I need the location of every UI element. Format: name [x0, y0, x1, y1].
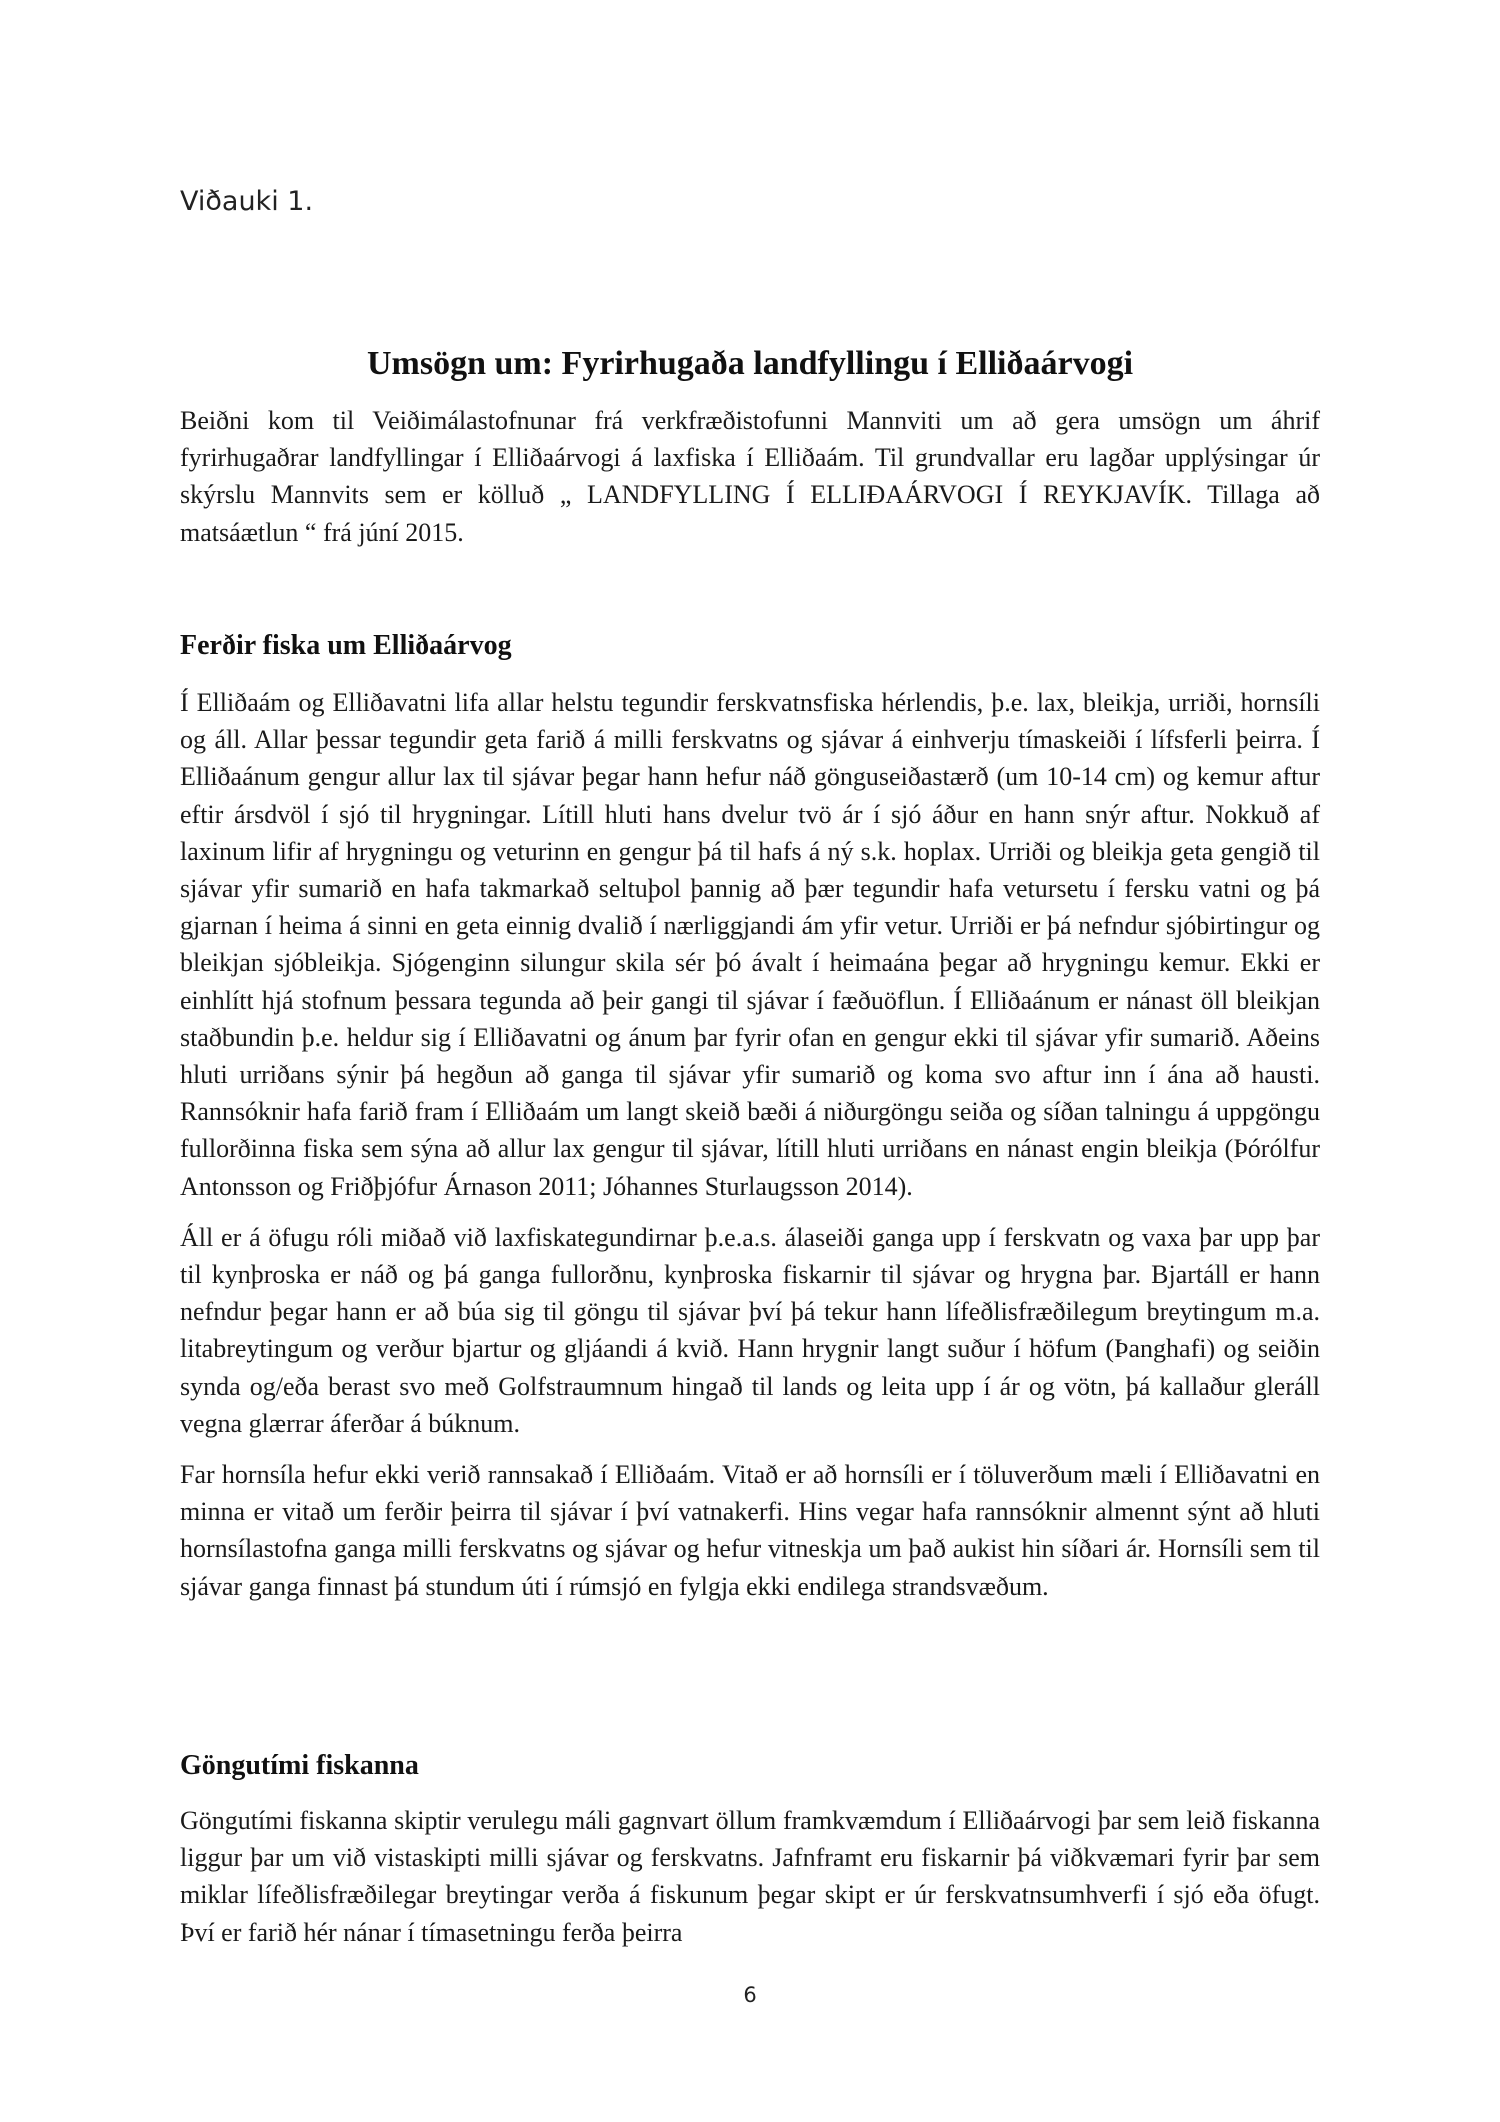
- section-heading-ferdir-fiska: Ferðir fiska um Elliðaárvog: [180, 630, 512, 661]
- section-gongutimi-body: [180, 1802, 1320, 1965]
- intro-paragraph: Beiðni kom til Veiðimálastofnunar frá verkfræðistofunni Mannviti um að gera umsögn um áhrif fyrirhugaðrar landfyllingar í Elliðaárvogi á laxfiska í Elliðaám. Til grundvallar eru lagðar upplýsingar úr skýrslu Mannvits sem er kölluð „ LANDFYLLING Í ELLIÐAÁRVOGI Í REYKJAVÍK. Tillaga að matsáætlun “ frá júní 2015.: [180, 406, 1320, 547]
- intro-section: [180, 402, 1320, 565]
- appendix-label: Viðauki 1.: [180, 186, 314, 217]
- paragraph: Göngutími fiskanna skiptir verulegu máli gagnvart öllum framkvæmdum í Elliðaárvogi þar sem leið fiskanna liggur þar um við vistaskipti milli sjávar og ferskvatns. Jafnframt eru fiskarnir þá viðkvæmari fyrir þar sem miklar lífeðlisfræðilegar breytingar verða á fiskunum þegar skipt er úr ferskvatnsumhverfi í sjó eða öfugt. Því er farið hér nánar í tímasetningu ferða þeirra: [180, 1806, 1320, 1947]
- section-ferdir-fiska-body: [180, 684, 1320, 1619]
- paragraph: Áll er á öfugu róli miðað við laxfiskategundirnar þ.e.a.s. álaseiði ganga upp í ferskvatn og vaxa þar upp þar til kynþroska er náð og þá ganga fullorðnu, kynþroska fiskarnir til sjávar og hrygna þar. Bjartáll er hann nefndur þegar hann er að búa sig til göngu til sjávar því þá tekur hann lífeðlisfræðilegum breytingum m.a. litabreytingum og verður bjartur og gljáandi á kvið. Hann hrygnir langt suður í höfum (Þanghafi) og seiðin synda og/eða berast svo með Golfstraumnum hingað til lands og leita upp í ár og vötn, þá kallaður gleráll vegna glærrar áferðar á búknum.: [180, 1222, 1320, 1438]
- document-title: Umsögn um: Fyrirhugaða landfyllingu í Elliðaárvogi: [366, 345, 1134, 382]
- paragraph: Far hornsíla hefur ekki verið rannsakað í Elliðaám. Vitað er að hornsíli er í töluverðum mæli í Elliðavatni en minna er vitað um ferðir þeirra til sjávar í því vatnakerfi. Hins vegar hafa rannsóknir almennt sýnt að hluti hornsílastofna ganga milli ferskvatns og sjávar og hefur vitneskja um það aukist hin síðari ár. Hornsíli sem til sjávar ganga finnast þá stundum úti í rúmsjó en fylgja ekki endilega strandsvæðum.: [180, 1460, 1320, 1601]
- section-heading-gongutimi: Göngutími fiskanna: [180, 1750, 419, 1781]
- page-number: 6: [743, 1983, 757, 2007]
- paragraph: Í Elliðaám og Elliðavatni lifa allar helstu tegundir ferskvatnsfiska hérlendis, þ.e. lax, bleikja, urriði, hornsíli og áll. Allar þessar tegundir geta farið á milli ferskvatns og sjávar á einhverju tímaskeiði í lífsferli þeirra. Í Elliðaánum gengur allur lax til sjávar þegar hann hefur náð gönguseiðastærð (um 10-14 cm) og kemur aftur eftir ársdvöl í sjó til hrygningar. Lítill hluti hans dvelur tvö ár í sjó áður en hann snýr aftur. Nokkuð af laxinum lifir af hrygningu og veturinn en gengur þá til hafs á ný s.k. hoplax. Urriði og bleikja geta gengið til sjávar yfir sumarið en hafa takmarkað seltuþol þannig að þær tegundir hafa vetursetu í fersku vatni og þá gjarnan í heima á sinni en geta einnig dvalið í nærliggjandi ám yfir vetur. Urriði er þá nefndur sjóbirtingur og bleikjan sjóbleikja. Sjógenginn silungur skila sér þó ávalt í heimaána þegar að hrygningu kemur. Ekki er einhlítt hjá stofnum þessara tegunda að þeir gangi til sjávar í fæðuöflun. Í Elliðaánum er nánast öll bleikjan staðbundin þ.e. heldur sig í Elliðavatni og ánum þar fyrir ofan en gengur ekki til sjávar yfir sumarið. Aðeins hluti urriðans sýnir þá hegðun að ganga til sjávar yfir sumarið og koma svo aftur inn í ána að hausti. Rannsóknir hafa farið fram í Elliðaám um langt skeið bæði á niðurgöngu seiða og síðan talningu á uppgöngu fullorðinna fiska sem sýna að allur lax gengur til sjávar, lítill hluti urriðans en nánast engin bleikja (Þórólfur Antonsson og Friðþjófur Árnason 2011; Jóhannes Sturlaugsson 2014).: [180, 688, 1320, 1201]
